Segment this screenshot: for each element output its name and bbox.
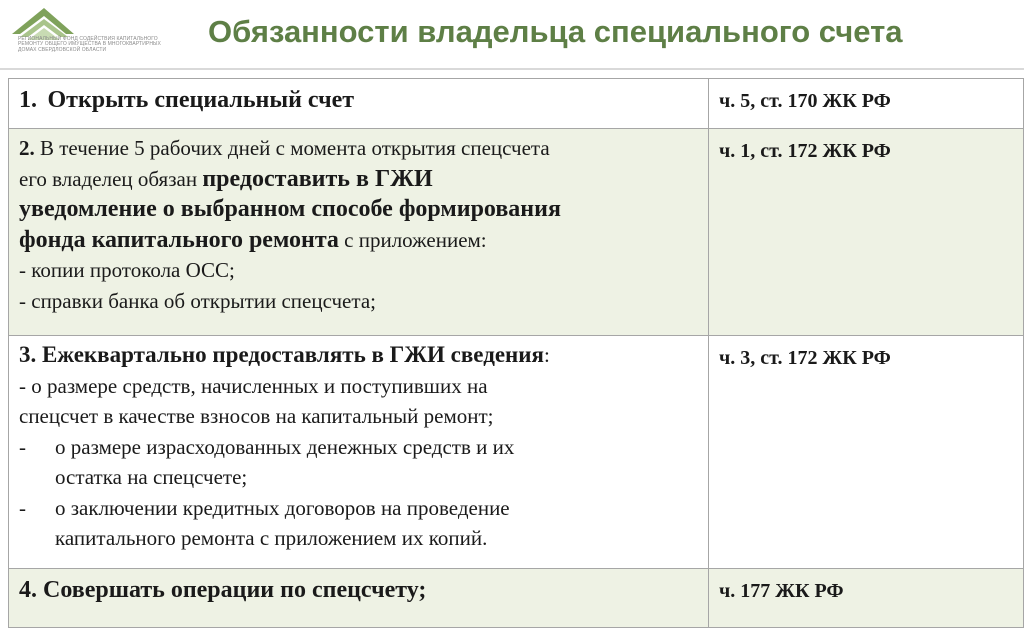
table-row <box>9 129 1024 336</box>
row-1-number: 1. <box>19 87 37 113</box>
row-2-bold-3: фонда капитального ремонта <box>19 226 339 253</box>
page-title: Обязанности владельца специального счета <box>208 14 903 49</box>
row-4-reference: ч. 177 ЖК РФ <box>709 569 1024 628</box>
row-3-heading: 3. Ежеквартально предоставлять в ГЖИ сведения <box>19 342 544 367</box>
row-2-bold-1: предоставить в ГЖИ <box>202 165 433 192</box>
row-2-intro: В течение 5 рабочих дней с момента открытия спецсчета <box>40 136 550 160</box>
list-item: - справки банка об открытии спецсчета; <box>19 288 376 313</box>
list-item: - о размере израсходованных денежных средств и их остатка на спецсчете; <box>19 434 515 489</box>
row-1-text-cell <box>9 79 709 129</box>
row-3-colon: : <box>544 343 550 367</box>
list-item: - копии протокола ОСС; <box>19 258 235 282</box>
table-row <box>9 569 1024 628</box>
table-row <box>9 336 1024 569</box>
row-1-text: Открыть специальный счет <box>47 87 355 113</box>
row-2-bold-2: уведомление о выбранном способе формирования <box>19 196 561 222</box>
row-4-text: 4. Совершать операции по спецсчету; <box>19 577 427 603</box>
row-1-reference: ч. 5, ст. 170 ЖК РФ <box>709 79 1024 129</box>
row-2-reference: ч. 1, ст. 172 ЖК РФ <box>709 129 1024 336</box>
list-item-continuation: спецсчет в качестве взносов на капитальный ремонт; <box>19 404 494 428</box>
row-2-intro-2: его владелец обязан <box>19 166 198 191</box>
list-item: - о заключении кредитных договоров на проведение капитального ремонта с приложением их копий. <box>19 495 510 550</box>
row-3-reference: ч. 3, ст. 172 ЖК РФ <box>709 336 1024 569</box>
row-3-text-cell <box>9 336 709 569</box>
row-2-tail: с приложением: <box>344 227 487 252</box>
title-divider <box>0 68 1024 70</box>
obligations-table <box>8 78 1024 628</box>
house-logo-icon <box>8 4 78 40</box>
row-2-number: 2. <box>19 136 35 160</box>
logo-caption: РЕГИОНАЛЬНЫЙ ФОНД СОДЕЙСТВИЯ КАПИТАЛЬНОГО РЕМОНТУ ОБЩЕГО ИМУЩЕСТВА В МНОГОКВАРТИРНЫХ ДОМАХ СВЕРДЛОВСКОЙ ОБЛАСТИ <box>18 36 161 53</box>
row-2-text-cell <box>9 129 709 336</box>
logo <box>8 4 188 64</box>
row-4-text-cell <box>9 569 709 628</box>
list-item: - о размере средств, начисленных и поступивших на <box>19 373 488 398</box>
table-row <box>9 79 1024 129</box>
